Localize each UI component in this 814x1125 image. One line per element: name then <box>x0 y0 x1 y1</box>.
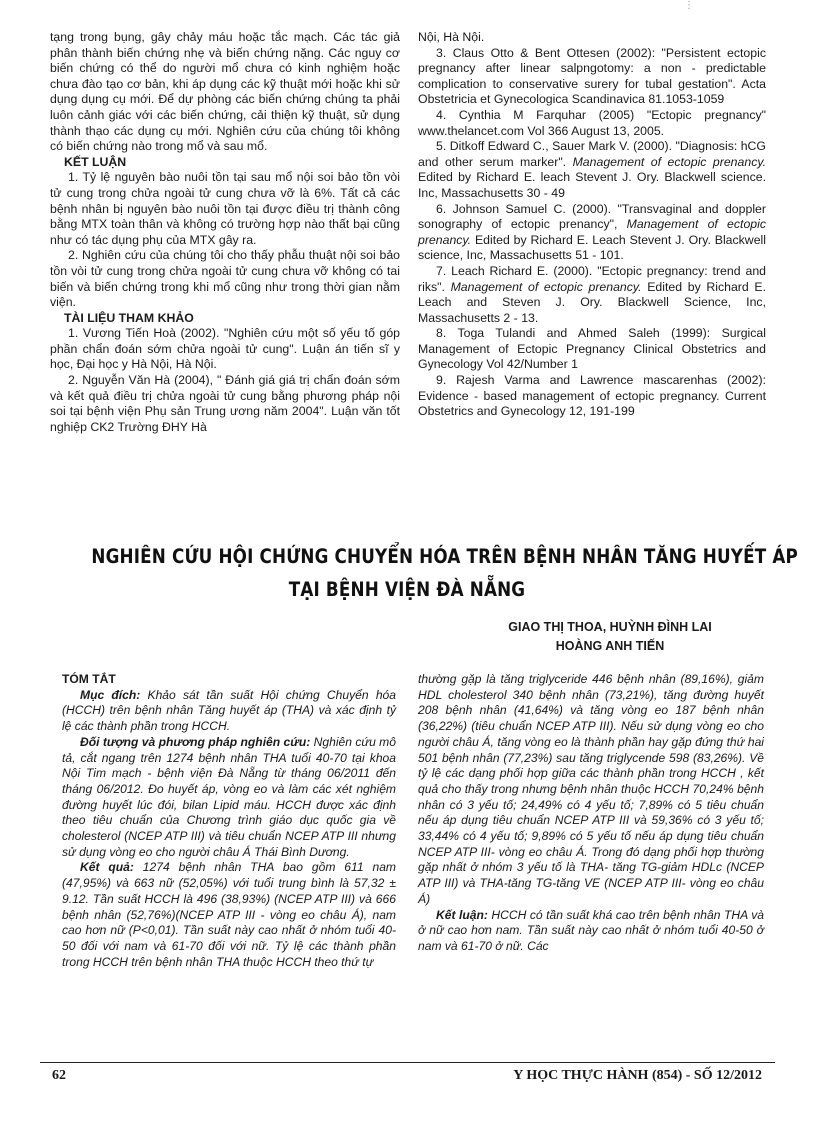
reference-item <box>418 30 766 46</box>
references-heading: TÀI LIỆU THAM KHẢO <box>64 310 194 325</box>
reference-text: 6. Johnson Samuel C. (2000). "Transvaginal and doppler sonography of ectopic prenancy", <box>418 201 766 232</box>
abstract-text: thường gặp là tăng triglyceride 446 bệnh nhân (89,16%), giảm HDL cholesterol 340 bệnh nhân (73,21%), tăng đường huyết 208 bệnh nhân (41,64%) và tăng vòng eo 187 bệnh nhân (36,22%) (tiêu chuẩn NCEP ATP III). Nếu sử dụng vòng eo cho người châu Á, tăng vòng eo là thành phần hay gặp đứng thứ hai 501 bệnh nhân (77,23%) sau tăng triglycende 598 (83,26%). Về tỷ lệ các dạng phối hợp giữa các thành phần trong HCCH , kết quả cho thấy trong nhưng bệnh nhân thuộc HCCH 70,24% bệnh nhân có 3 yếu tố; 24,49% có 4 yếu tố; 7,89% có 5 tiêu chuẩn nếu áp dụng tiêu chuẩn NCEP ATP III và 59,36% có 3 yếu tố; 33,44% có 4 yếu tố; 9,89% có 5 yếu tố nếu áp dụng tiêu chuẩn NCEP ATP III- vòng eo châu Á. Trong đó dạng phối hợp thường gặp nhất ở nhóm 3 yếu tố là THA- tăng TG-giảm HDLc (NCEP ATP III) và THA-tăng TG-tăng VE (NCEP ATP III- vòng eo châu Á) <box>418 672 764 906</box>
reference-text: Edited by Richard E. Leach Stevent J. Ory. Blackwell science, Inc, Massachusetts 51 - 101. <box>418 232 766 263</box>
abstract-label: Kết luận: <box>436 907 488 922</box>
abstract-paragraph <box>62 860 396 970</box>
article-title <box>40 540 798 606</box>
abstract-paragraph <box>418 672 764 908</box>
abstract-label: Đối tượng và phương pháp nghiên cứu: <box>80 734 311 749</box>
author-line: GIAO THỊ THOA, HUỲNH ĐÌNH LAI <box>508 620 712 634</box>
conclusion-paragraph: 1. Tỷ lệ nguyên bào nuôi tồn tại sau mổ nội soi bảo tồn vòi tử cung trong chửa ngoài tử cung chưa vỡ là 6%. Tất cả các bệnh nhân bị nguyên bào nuôi tồn tại được điều trị thành công bằng MTX toàn thân và không có trường hợp nào thất bại cũng như có tác dụng phụ của MTX gây ra. <box>50 170 400 247</box>
reference-text: Edited by Richard E. leach Stevent J. Ory. Blackwell science. Inc, Massachusetts 30 - 49 <box>418 170 766 200</box>
abstract-right-column <box>418 672 764 955</box>
reference-item: 2. Nguyễn Văn Hà (2004), " Đánh giá giá trị chẩn đoán sớm và kết quả điều trị chửa ngoài tử cung bằng phương pháp nội soi tại bệnh viện Phụ sản Trung ương năm 2004". Luận văn tốt nghiệp CK2 Trường ĐHY Hà <box>50 373 400 434</box>
reference-text: 5. Ditkoff Edward C., Sauer Mark V. (2000). "Diagnosis: hCG and other serum marker". <box>418 139 766 169</box>
reference-book-title: Management of ectopic prenancy. <box>450 279 642 294</box>
abstract-label: Mục đích: <box>80 687 141 702</box>
reference-text: Edited by Richard E. Leach and Steven J. Ory. Blackwell Science, Inc, Massachusetts 2 - 13. <box>418 279 766 325</box>
abstract-left-column <box>62 672 396 970</box>
journal-name: Y HỌC THỰC HÀNH (854) - SỐ 12/2012 <box>513 1068 762 1083</box>
reference-text: 3. Claus Otto & Bent Ottesen (2002): "Persistent ectopic pregnancy after linear salpngotomy: a non - predictable complication to conservative surery for tubal gestation". Acta Obstetricia et Gynecologica Scandinavica 81.1053-1059 <box>418 45 766 107</box>
reference-text: 4. Cynthia M Farquhar (2005) "Ectopic pregnancy" www.thelancet.com Vol 366 August 13, 2005. <box>418 107 766 138</box>
reference-book-title: Management of ectopic prenancy. <box>418 217 766 247</box>
reference-item <box>418 373 766 420</box>
author-line: HOÀNG ANH TIẾN <box>555 639 665 653</box>
scan-mark: ⋮ <box>684 0 694 11</box>
reference-item <box>418 46 766 108</box>
reference-book-title: Management of ectopic prenancy. <box>572 154 766 169</box>
abstract-label: Kết quả: <box>80 860 134 875</box>
page-number: 62 <box>52 1068 66 1083</box>
reference-text: 9. Rajesh Varma and Lawrence mascarenhas (2002): Evidence - based management of ectopic pregnancy. Current Obstetrics and Gynecology 12, 191-199 <box>418 373 766 419</box>
reference-item <box>418 108 766 139</box>
reference-item <box>418 139 766 201</box>
conclusion-paragraph: 2. Nghiên cứu của chúng tôi cho thấy phẫu thuật nội soi bảo tồn vòi tử cung trong chửa ngoài tử cung chưa vỡ không có tai biến và biến chứng trong khi mổ cũng như trong thời gian nằm viện. <box>50 248 400 310</box>
footer-rule <box>40 1062 775 1063</box>
abstract-text: 1274 bệnh nhân THA bao gồm 611 nam (47,95%) và 663 nữ (52,05%) với tuổi trung bình là 57,32 ± 9.12. Tần suất HCCH là 496 (38,93%) (NCEP ATP III) và 666 bệnh nhân (52,76%)(NCEP ATP III - vòng eo châu Á), nam cao hơn nữ (P<0,01). Tần suất này cao nhất ở nhóm tuổi 40-50 đối với nam và 61-70 đối với nữ. Tỷ lệ các thành phần trong HCCH trên bệnh nhân THA thuộc HCCH theo thứ tự <box>62 860 396 969</box>
abstract-heading: TÓM TẮT <box>62 672 116 686</box>
authors <box>450 618 770 656</box>
abstract-text: Khảo sát tần suất Hội chứng Chuyển hóa (HCCH) trên bệnh nhân Tăng huyết áp (THA) và xác định tỷ lệ các thành phần trong HCCH. <box>62 687 396 734</box>
reference-text: 7. Leach Richard E. (2000). "Ectopic pregnancy: trend and riks". <box>418 263 766 294</box>
previous-article-left-column <box>50 30 400 435</box>
reference-text: Nội, Hà Nội. <box>418 30 485 44</box>
reference-item <box>418 264 766 326</box>
previous-article-right-column <box>418 30 766 420</box>
abstract-text: HCCH có tần suất khá cao trên bệnh nhân THA và ở nữ cao hơn nam. Tần suất này cao nhất ở nhóm tuổi 40-50 ở nam và 61-70 ở nữ. Các <box>418 907 764 953</box>
abstract-paragraph <box>62 735 396 861</box>
conclusion-heading: KẾT LUẬN <box>64 154 127 169</box>
title-line: NGHIÊN CỨU HỘI CHỨNG CHUYỂN HÓA TRÊN BỆNH NHÂN TĂNG HUYẾT ÁP <box>91 545 798 568</box>
reference-item: 1. Vương Tiến Hoà (2002). "Nghiên cứu một số yếu tố góp phần chẩn đoán sớm chửa ngoài tử cung". Luận án tiến sĩ y học, Đại học y Hà Nội, Hà Nội. <box>50 326 400 372</box>
reference-text: 8. Toga Tulandi and Ahmed Saleh (1999): Surgical Management of Ectopic Pregnancy Clinical Obstetrics and Gynecology Vol 42/Number 1 <box>418 326 766 372</box>
body-paragraph: tạng trong bụng, gây chảy máu hoặc tắc mạch. Các tác giả phân thành biến chứng nhẹ và biến chứng nặng. Các nguy cơ biến chứng có thể do người mổ chưa có kinh nghiệm hoặc chưa đào tạo cơ bản, khi áp dụng các kỹ thuật mới hoặc khi sử dụng dụng cụ mới. Để dự phòng các biến chứng chúng ta phải luôn cảnh giác với các biến chứng, cải thiện kỹ thuật, sử dụng thành thạo các dụng cụ mới. Nghiên cứu của chúng tôi không có biến chứng nào trong mổ và sau mổ. <box>50 30 400 154</box>
abstract-paragraph <box>62 688 396 735</box>
title-line: TẠI BỆNH VIỆN ĐÀ NẴNG <box>288 578 526 601</box>
abstract-paragraph <box>418 908 764 955</box>
reference-item <box>418 326 766 373</box>
reference-item <box>418 202 766 264</box>
abstract-text: Nghiên cứu mô tả, cắt ngang trên 1274 bệnh nhân THA tuổi 40-70 tại khoa Nội Tim mạch - bệnh viện Đà Nẵng từ tháng 06/2011 đến tháng 06/2012. Đo huyết áp, vòng eo và làm các xét nghiệm đường huyết lúc đói, bilan Lipid máu. HCCH được xác định theo tiêu chuẩn của Chương trình giáo dục quốc gia về cholesterol (NCEP ATP III) và tiêu chuẩn NCEP ATP III nhưng sử dụng vòng eo cho người châu Á Thái Bình Dương. <box>62 734 396 859</box>
